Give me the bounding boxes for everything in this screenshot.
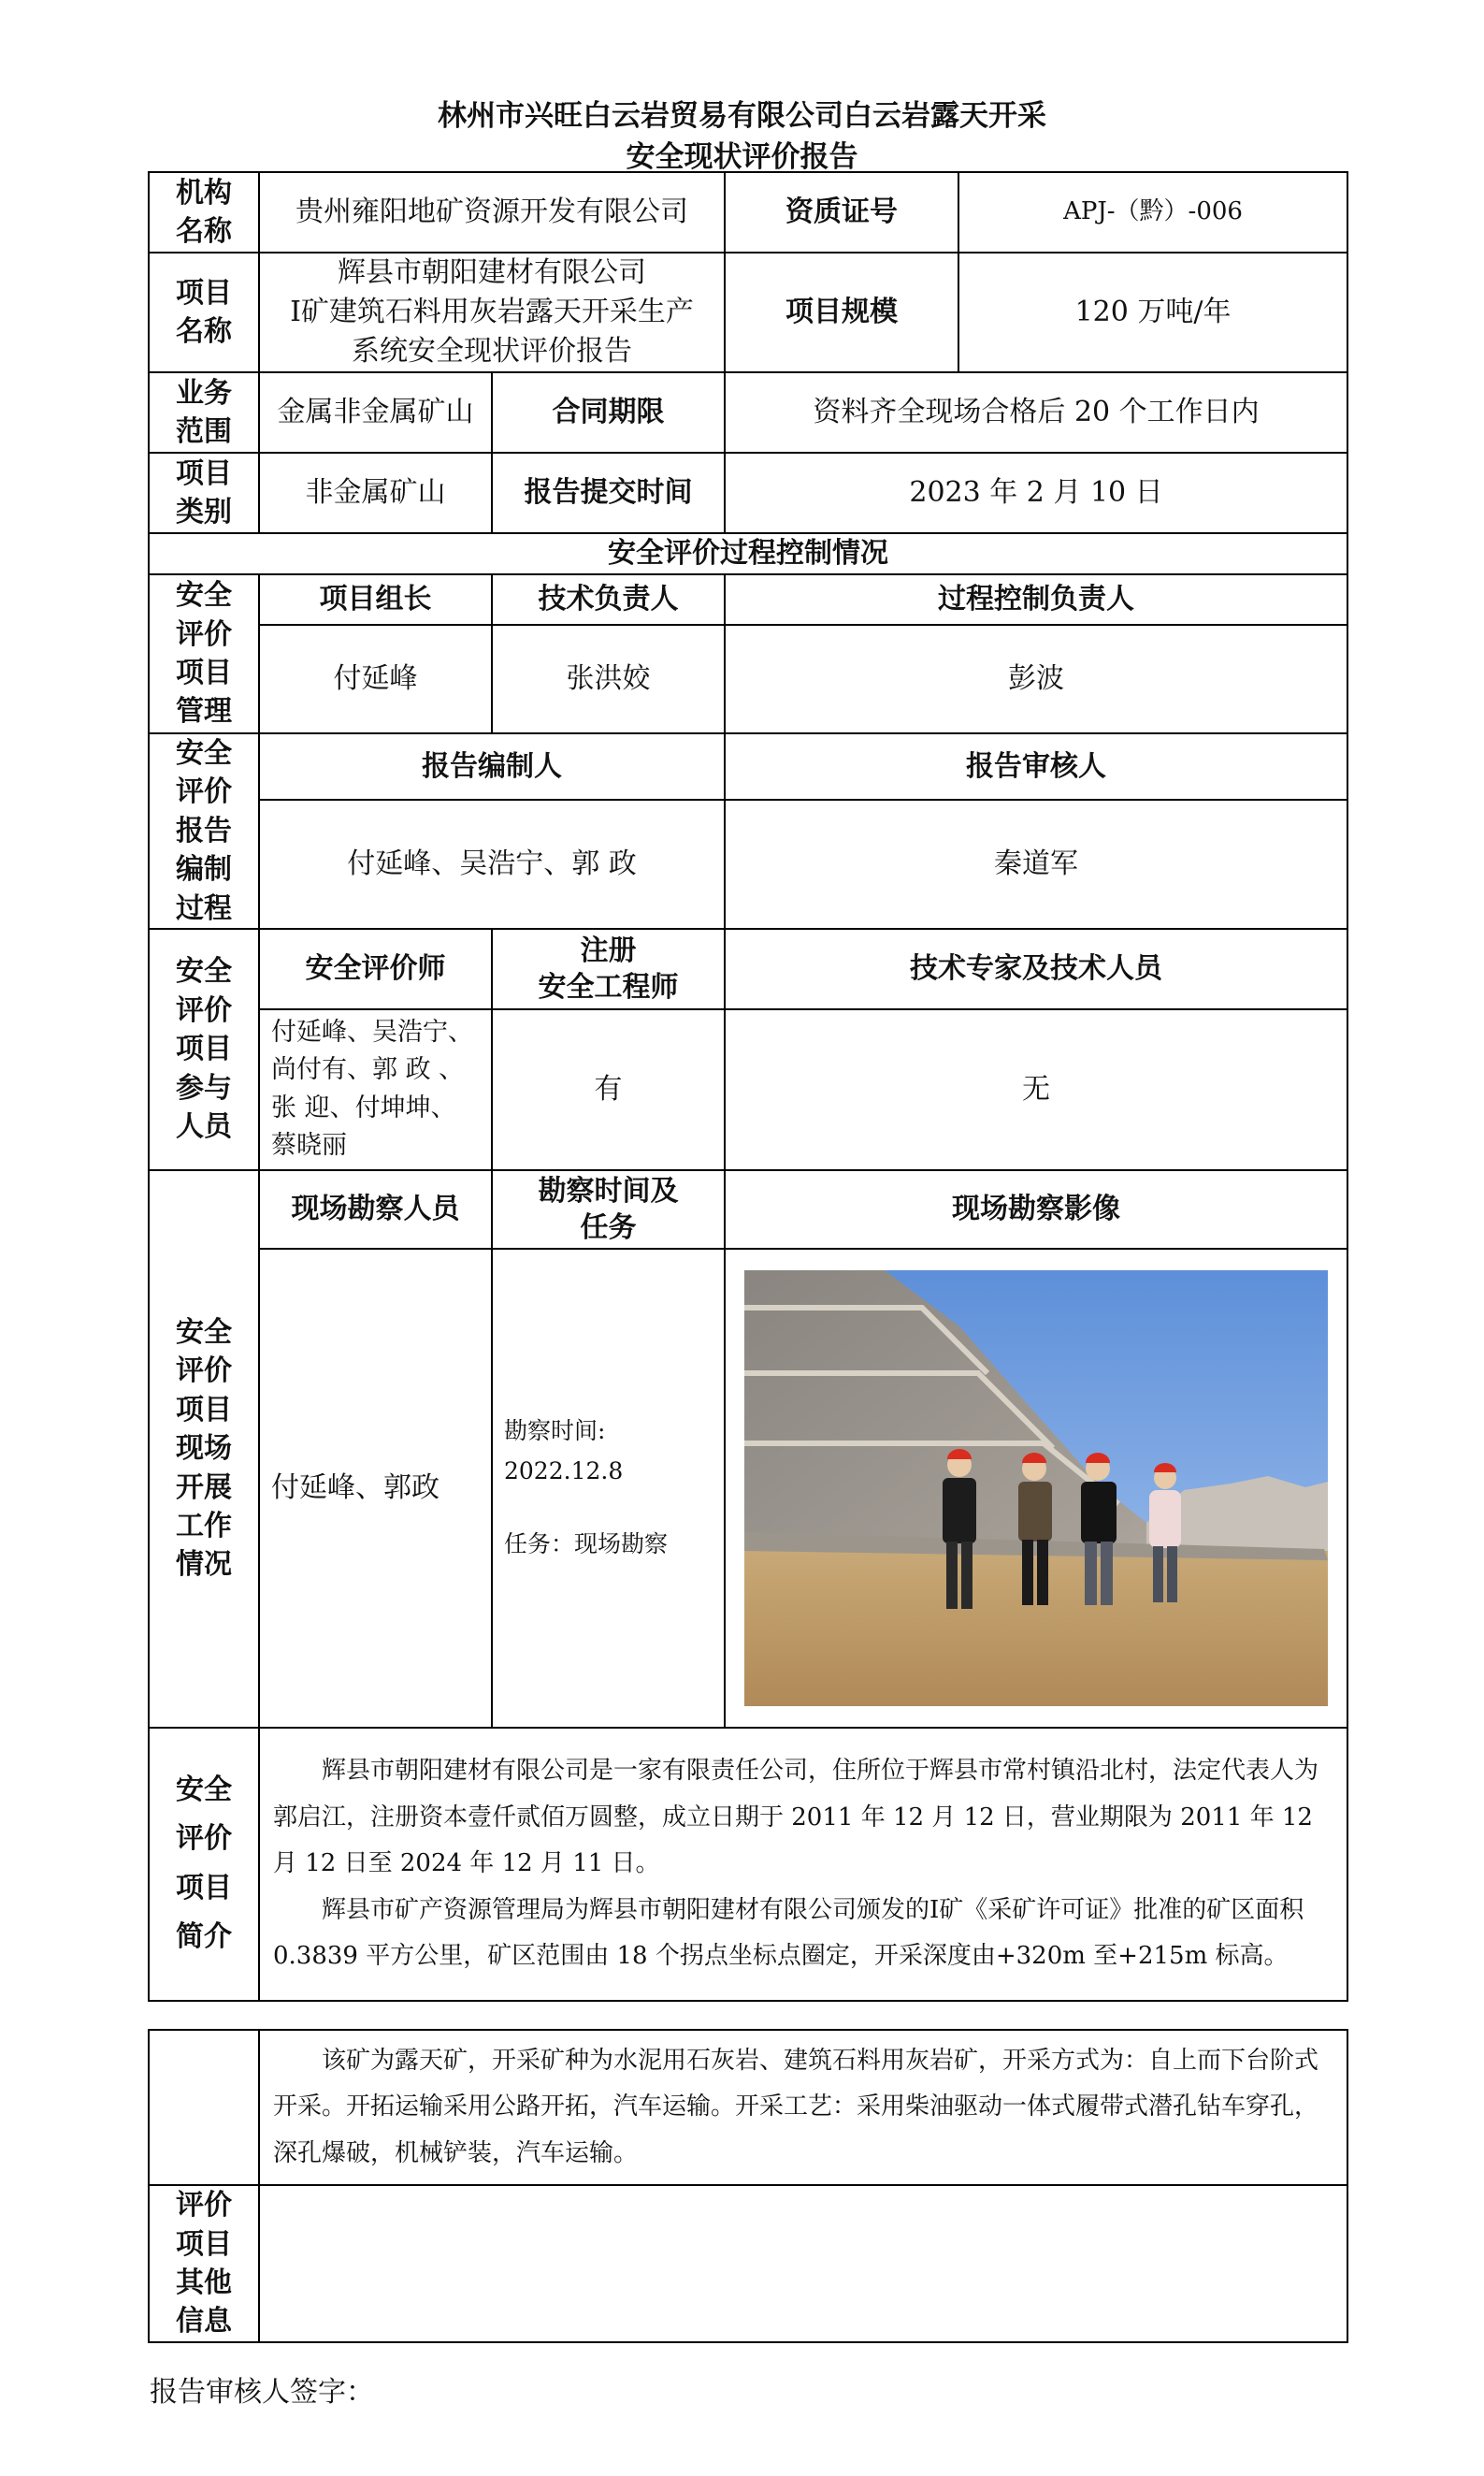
intro-continued-text: [259, 2030, 1347, 2185]
project-value-text: 辉县市朝阳建材有限公司 Ⅰ矿建筑石料用灰岩露天开采生产 系统安全现状评价报告: [290, 256, 694, 368]
cert-label: 资质证号: [725, 172, 958, 253]
submit-value: 2023 年 2 月 10 日: [725, 453, 1347, 533]
participants-experts: 无: [725, 1009, 1347, 1170]
compile-col1: 报告编制人: [259, 733, 725, 800]
business-label: [149, 372, 259, 453]
intro-text: [259, 1728, 1347, 2001]
management-col2: 技术负责人: [492, 574, 725, 625]
compile-authors: 付延峰、吴浩宁、郭 政: [259, 800, 725, 929]
site-label-text: 安全 评价 项目 现场 开展 工作 情况: [176, 1316, 232, 1582]
participants-evaluators-text: 付延峰、吴浩宁、 尚付有、郭 政 、 张 迎、付坤坤、 蔡晓丽: [271, 1017, 473, 1161]
management-col1: 项目组长: [259, 574, 492, 625]
participants-label-text: 安全 评价 项目 参与 人员: [176, 955, 232, 1144]
org-value: 贵州雍阳地矿资源开发有限公司: [259, 172, 725, 253]
other-info-table: [148, 2029, 1348, 2343]
participants-engineer: 有: [492, 1009, 725, 1170]
contract-label: 合同期限: [492, 372, 725, 453]
report-title-line2: 安全现状评价报告: [626, 140, 858, 174]
site-photo-cell: [725, 1249, 1347, 1728]
report-title-line1: 林州市兴旺白云岩贸易有限公司白云岩露天开采: [438, 99, 1046, 133]
participants-label: [149, 929, 259, 1170]
scale-value: 120 万吨/年: [958, 253, 1347, 372]
business-label-text: 业务 范围: [176, 376, 232, 448]
business-value: 金属非金属矿山: [259, 372, 492, 453]
participants-col2-text: 注册 安全工程师: [538, 934, 679, 1004]
management-label-text: 安全 评价 项目 管理: [176, 579, 232, 729]
cert-value: APJ-（黔）-006: [958, 172, 1347, 253]
control-header: 安全评价过程控制情况: [149, 533, 1347, 574]
management-label: [149, 574, 259, 733]
org-label-text: 机构 名称: [176, 176, 232, 248]
participants-col1: 安全评价师: [259, 929, 492, 1009]
compile-reviewer: 秦道军: [725, 800, 1347, 929]
category-value: 非金属矿山: [259, 453, 492, 533]
other-info-value: [259, 2185, 1347, 2342]
site-label: [149, 1170, 259, 1728]
intro-paragraph-1: 辉县市朝阳建材有限公司是一家有限责任公司，住所位于辉县市常村镇沿北村，法定代表人为郭启江，注册资本壹仟贰佰万圆整，成立日期于 2011 年 12 月 12 日，营业期限为 2011 年 12 月 12 日至 2024 年 12 月 11 日。: [273, 1757, 1319, 1878]
site-time-value: 2022.12.8: [504, 1456, 624, 1484]
other-info-label: [149, 2185, 259, 2342]
site-col2-text: 勘察时间及 任务: [538, 1174, 679, 1244]
intro-continued-paragraph: 该矿为露天矿，开采矿种为水泥用石灰岩、建筑石料用灰岩矿，开采方式为：自上而下台阶式开采。开拓运输采用公路开拓，汽车运输。开采工艺：采用柴油驱动一体式履带式潜孔钻车穿孔，深孔爆破，机械铲装，汽车运输。: [273, 2047, 1319, 2167]
category-label: [149, 453, 259, 533]
other-info-label-text: 评价 项目 其他 信息: [176, 2189, 232, 2338]
project-label-text: 项目 名称: [176, 276, 232, 348]
compile-label: [149, 733, 259, 929]
site-time-label: 勘察时间:: [504, 1417, 606, 1445]
participants-col2: [492, 929, 725, 1009]
site-col1: 现场勘察人员: [259, 1170, 492, 1249]
scale-label: 项目规模: [725, 253, 958, 372]
intro-paragraph-2: 辉县市矿产资源管理局为辉县市朝阳建材有限公司颁发的Ⅰ矿《采矿许可证》批准的矿区面积 0.3839 平方公里，矿区范围由 18 个拐点坐标点圈定，开采深度由+320m 至+215m 标高。: [273, 1895, 1304, 1971]
intro-continued-label: [149, 2030, 259, 2185]
reviewer-signature: 报告审核人签字：: [150, 2376, 374, 2409]
site-col3: 现场勘察影像: [725, 1170, 1347, 1249]
management-tech: 张洪姣: [492, 625, 725, 733]
intro-label: [149, 1728, 259, 2001]
project-value: [259, 253, 725, 372]
site-time-task: [492, 1249, 725, 1728]
participants-evaluators: [259, 1009, 492, 1170]
main-info-table: [148, 171, 1348, 2002]
management-col3: 过程控制负责人: [725, 574, 1347, 625]
management-control: 彭波: [725, 625, 1347, 733]
project-label: [149, 253, 259, 372]
site-col2: [492, 1170, 725, 1249]
site-inspectors: 付延峰、郭政: [259, 1249, 492, 1728]
participants-col3: 技术专家及技术人员: [725, 929, 1347, 1009]
compile-label-text: 安全 评价 报告 编制 过程: [176, 737, 232, 925]
org-label: [149, 172, 259, 253]
category-label-text: 项目 类别: [176, 456, 232, 529]
compile-col2: 报告审核人: [725, 733, 1347, 800]
site-task: 任务：现场勘察: [504, 1530, 669, 1558]
submit-label: 报告提交时间: [492, 453, 725, 533]
contract-value: 资料齐全现场合格后 20 个工作日内: [725, 372, 1347, 453]
management-leader: 付延峰: [259, 625, 492, 733]
site-photo: [744, 1270, 1328, 1706]
intro-label-text: 安全 评价 项目 简介: [176, 1773, 232, 1954]
